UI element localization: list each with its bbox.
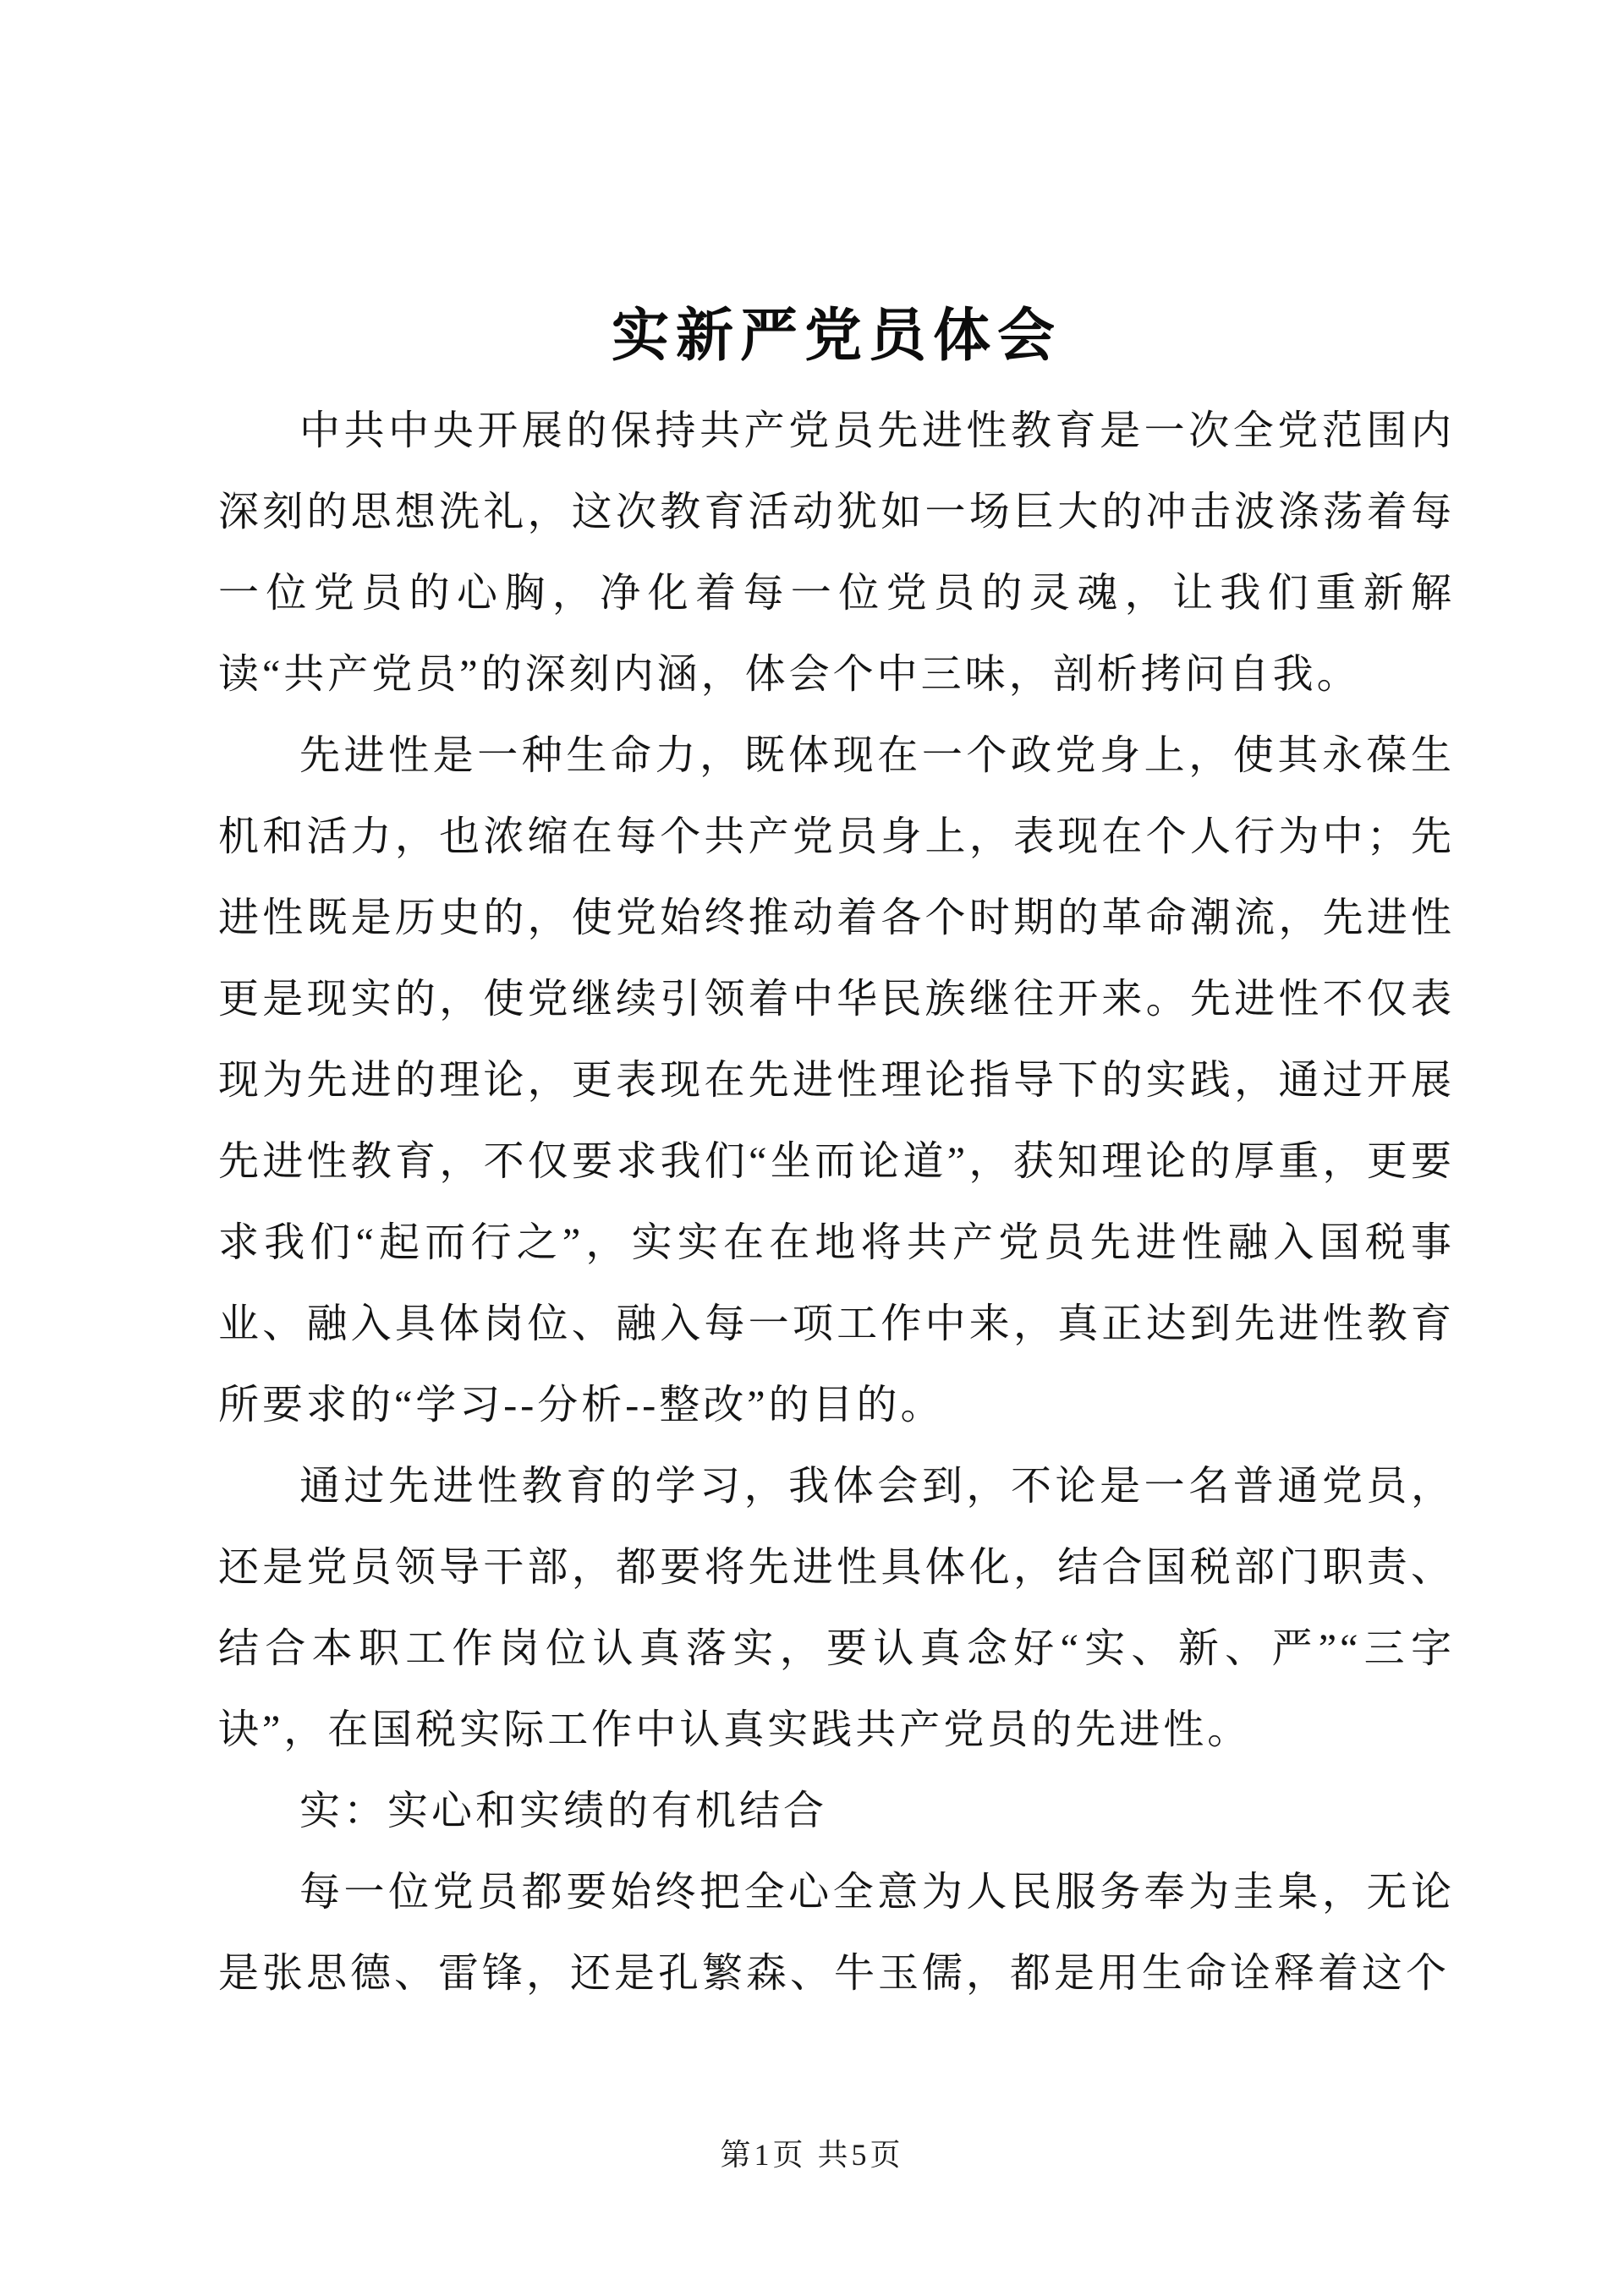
- paragraph-shi-heading: 实：实心和实绩的有机结合: [299, 1788, 828, 1833]
- paragraph-intro: 中共中央开展的保持共产党员先进性教育是一次全党范围内深刻的思想洗礼，这次教育活动犹如一场巨大的冲击波涤荡着每一位党员的心胸，净化着每一位党员的灵魂，让我们重新解读“共产党员”的深刻内涵，体会个中三味，剖析拷问自我。: [218, 408, 1455, 697]
- page-number-footer: 第1页 共5页: [720, 2138, 904, 2172]
- document-content: [218, 298, 1455, 2014]
- paragraph-advanced-nature: 先进性是一种生命力，既体现在一个政党身上，使其永葆生机和活力，也浓缩在每个共产党员身上，表现在个人行为中；先进性既是历史的，使党始终推动着各个时期的革命潮流，先进性更是现实的，使党继续引领着中华民族继往开来。先进性不仅表现为先进的理论，更表现在先进性理论指导下的实践，通过开展先进性教育，不仅要求我们“坐而论道”，获知理论的厚重，更要求我们“起而行之”，实实在在地将共产党员先进性融入国税事业、融入具体岗位、融入每一项工作中来，真正达到先进性教育所要求的“学习--分析--整改”的目的。: [218, 732, 1455, 1427]
- paragraph-study-experience: 通过先进性教育的学习，我体会到，不论是一名普通党员，还是党员领导干部，都要将先进性具体化，结合国税部门职责、结合本职工作岗位认真落实，要认真念好“实、新、严”“三字诀”，在国税实际工作中认真实践共产党员的先进性。: [218, 1463, 1455, 1752]
- paragraph-serve-people: 每一位党员都要始终把全心全意为人民服务奉为圭臬，无论是张思德、雷锋，还是孔繁森、牛玉儒，都是用生命诠释着这个: [218, 1869, 1455, 1996]
- document-title: 实新严党员体会: [611, 304, 1062, 368]
